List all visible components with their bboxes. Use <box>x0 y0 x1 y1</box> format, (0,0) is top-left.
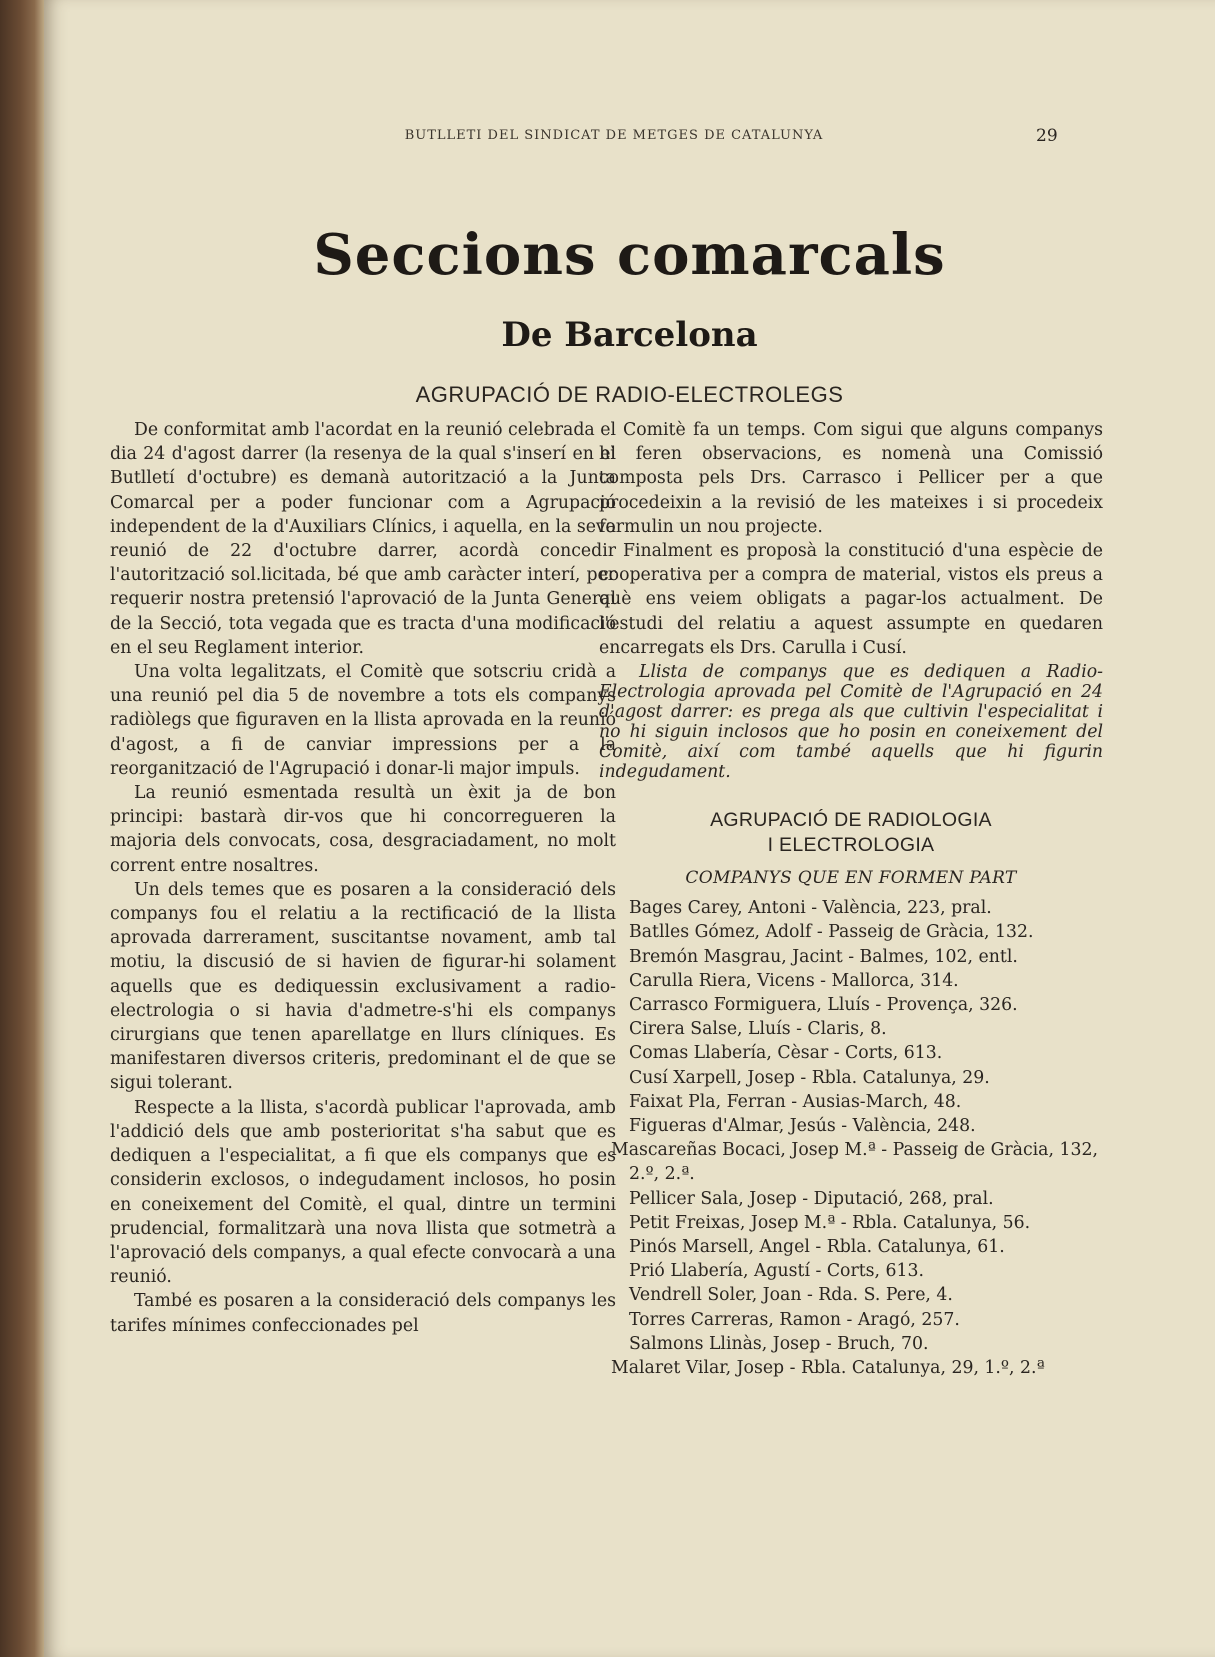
list-item: Torres Carreras, Ramon - Aragó, 257. <box>629 1309 960 1330</box>
page-header <box>44 128 1215 150</box>
list-item: Pinós Marsell, Angel - Rbla. Catalunya, 61. <box>629 1237 1005 1258</box>
book-spine <box>0 0 46 1657</box>
section-heading: AGRUPACIÓ DE RADIO-ELECTROLEGS <box>415 382 844 407</box>
paragraph: Un dels temes que es posaren a la consideració dels companys fou el relatiu a la rectificació de la llista aprovada darrerament, suscitantse novament, amb tal motiu, la discusió de si havien de figurar-hi solament aquells que es dediquessin exclusivament a radio-electrologia o si havia d'admetre-s'hi els companys cirurgians que tenen aparellatge en llurs clíniques. Es manifestaren diversos criteris, predominant el de que se sigui tolerant. <box>110 879 616 1094</box>
italic-note: Llista de companys que es dediquen a Radio-Electrologia aprovada pel Comitè de l'Agrupació en 24 d'agost darrer: es prega als que cultivin l'especialitat i no hi siguin inclosos que ho posin en coneixement del Comitè, així com també aquells que hi figurin indegudament. <box>599 662 1103 783</box>
list-item: Comas Llabería, Cèsar - Corts, 613. <box>629 1043 943 1064</box>
agrupacio-heading-line: AGRUPACIÓ DE RADIOLOGIA <box>710 809 992 832</box>
left-column <box>110 418 616 1338</box>
agrupacio-heading <box>599 808 1103 858</box>
list-item: Prió Llabería, Agustí - Corts, 613. <box>629 1261 924 1282</box>
book-page <box>44 0 1215 1657</box>
paragraph: Respecte a la llista, s'acordà publicar l'aprovada, amb l'addició dels que amb posterioritat s'ha sabut que es dediquen a l'especialitat, a fi que els companys que es considerin exclosos, o indegudament inclosos, ho posin en coneixement del Comitè, el qual, dintre un termini prudencial, formalitzarà una nova llista que sotmetrà a l'aprovació dels companys, a qual efecte convocarà a una reunió. <box>110 1097 616 1288</box>
right-column <box>599 418 1103 1380</box>
list-item: Malaret Vilar, Josep - Rbla. Catalunya, 29, 1.º, 2.ª <box>611 1358 1045 1379</box>
page-title: Seccions comarcals <box>313 222 946 288</box>
page-subtitle: De Barcelona <box>501 315 758 355</box>
list-item: Vendrell Soler, Joan - Rda. S. Pere, 4. <box>629 1285 953 1306</box>
list-item: Petit Freixas, Josep M.ª - Rbla. Catalunya, 56. <box>629 1212 1031 1233</box>
list-item: Faixat Pla, Ferran - Ausias-March, 48. <box>629 1091 962 1112</box>
list-item: Cirera Salse, Lluís - Claris, 8. <box>629 1019 887 1040</box>
running-title: BUTLLETI DEL SINDICAT DE METGES DE CATALUNYA <box>404 128 824 143</box>
paragraph: De conformitat amb l'acordat en la reunió celebrada el dia 24 d'agost darrer (la resenya de la qual s'inserí en el Butlletí d'octubre) es demanà autorització a la Junta Comarcal per a poder funcionar com a Agrupació independent de la d'Auxiliars Clínics, i aquella, en la seva reunió de 22 d'octubre darrer, acordà concedir l'autorització sol.licitada, bé que amb caràcter interí, per requerir nostra pretensió l'aprovació de la Junta General de la Secció, tota vegada que es tracta d'una modificació en el seu Reglament interior. <box>110 420 616 658</box>
list-item: Carulla Riera, Vicens - Mallorca, 314. <box>629 970 959 991</box>
list-item: Cusí Xarpell, Josep - Rbla. Catalunya, 29. <box>629 1067 990 1088</box>
list-item: Bages Carey, Antoni - València, 223, pral. <box>629 898 992 919</box>
paragraph: La reunió esmentada resultà un èxit ja de bon principi: bastarà dir-vos que hi concorregueren la majoria dels convocats, cosa, desgraciadament, no molt corrent entre nosaltres. <box>110 783 616 876</box>
list-item: Figueras d'Almar, Jesús - València, 248. <box>629 1116 976 1137</box>
paragraph: També es posaren a la consideració dels companys les tarifes mínimes confeccionades pel <box>110 1291 616 1336</box>
paragraph: Finalment es proposà la constitució d'una espècie de cooperativa per a compra de material, vistos els preus a què ens veiem obligats a pagar-los actualment. De l'estudi del relatiu a aquest assumpte en quedaren encarregats els Drs. Carulla i Cusí. <box>599 541 1103 658</box>
members-list <box>599 896 1103 1380</box>
members-heading: COMPANYS QUE EN FORMEN PART <box>685 868 1017 889</box>
list-item: Salmons Llinàs, Josep - Bruch, 70. <box>629 1333 929 1354</box>
list-item: Batlles Gómez, Adolf - Passeig de Gràcia, 132. <box>629 922 1034 943</box>
page-number: 29 <box>1036 126 1058 146</box>
paragraph: Comitè fa un temps. Com sigui que alguns companys hi feren observacions, es nomenà una Comissió composta pels Drs. Carrasco i Pellicer per a que procedeixin a la revisió de les mateixes i si procedeix formulin un nou projecte. <box>599 420 1103 537</box>
list-item: Bremón Masgrau, Jacint - Balmes, 102, entl. <box>629 946 1018 967</box>
list-item: Mascareñas Bocaci, Josep M.ª - Passeig de Gràcia, 132, 2.º, 2.ª. <box>611 1140 1098 1185</box>
agrupacio-heading-line: I ELECTROLOGIA <box>767 834 935 857</box>
paragraph: Una volta legalitzats, el Comitè que sotscriu cridà a una reunió pel dia 5 de novembre a tots els companys radiòlegs que figuraven en la llista aprovada en la reunió d'agost, a fi de canviar impressions per a la reorganització de l'Agrupació i donar-li major impuls. <box>110 662 616 779</box>
list-item: Pellicer Sala, Josep - Diputació, 268, pral. <box>629 1188 994 1209</box>
list-item: Carrasco Formiguera, Lluís - Provença, 326. <box>629 995 1018 1016</box>
